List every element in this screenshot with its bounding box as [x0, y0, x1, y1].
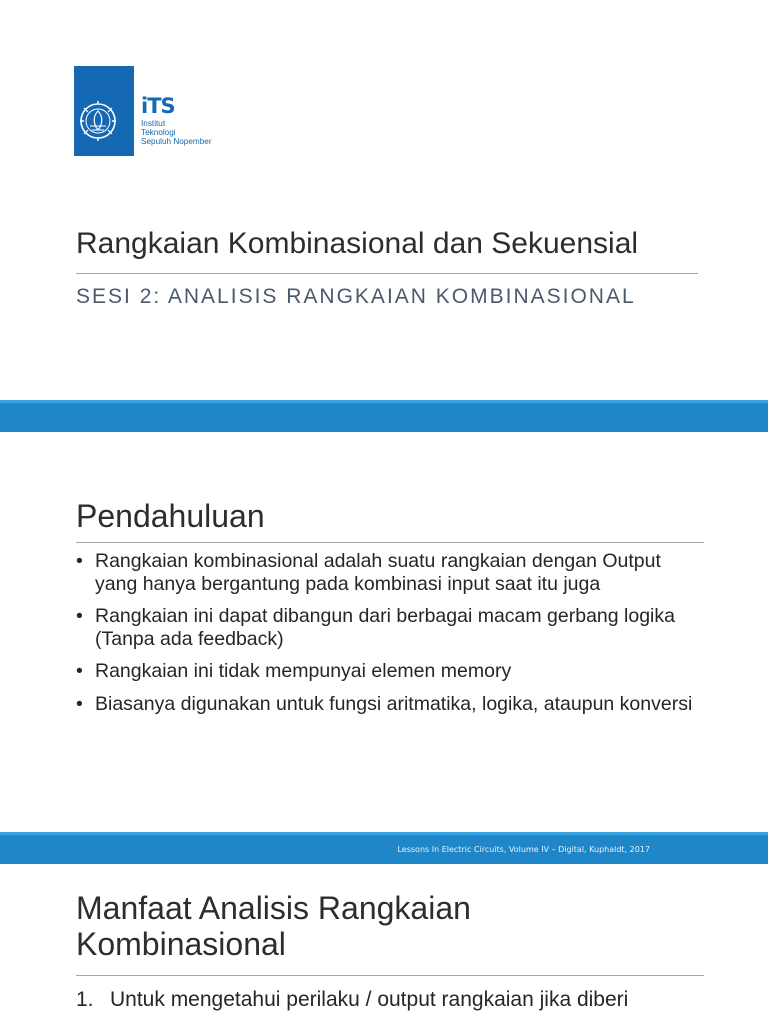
list-item: [76, 660, 696, 683]
list-item: [76, 987, 716, 1012]
its-logo: [74, 66, 224, 156]
slide-subtitle: SESI 2: ANALISIS RANGKAIAN KOMBINASIONAL: [76, 285, 636, 308]
bullet-icon: •: [76, 660, 83, 682]
benefits-slide: [0, 864, 768, 1024]
title-divider-line: [76, 273, 698, 274]
its-emblem-icon: [74, 66, 134, 156]
logo-line-2: Teknologi: [141, 128, 176, 137]
slide-heading: Pendahuluan: [76, 498, 265, 534]
slide-title: Rangkaian Kombinasional dan Sekuensial: [76, 227, 639, 260]
logo-line-3: Sepuluh Nopember: [141, 137, 212, 146]
item-number: 1.: [76, 988, 94, 1011]
heading-divider-line: [76, 975, 704, 976]
bullet-list: [76, 550, 696, 725]
slide-separator-bar: [0, 400, 768, 432]
list-item: [76, 605, 696, 650]
bullet-text: Biasanya digunakan untuk fungsi aritmatika, logika, ataupun konversi: [95, 692, 693, 715]
list-item: [76, 550, 696, 595]
slide-heading: [76, 890, 716, 962]
bullet-icon: •: [76, 550, 83, 572]
bullet-icon: •: [76, 692, 83, 715]
separator-highlight: [0, 832, 768, 835]
bullet-icon: •: [76, 605, 83, 627]
heading-line-1: Manfaat Analisis Rangkaian: [76, 890, 471, 926]
logo-institution-text: [141, 119, 212, 146]
heading-line-2: Kombinasional: [76, 926, 286, 962]
introduction-slide: [0, 432, 768, 832]
logo-brand-text: iTS: [141, 94, 175, 118]
numbered-list: [76, 987, 716, 1012]
bullet-text: Rangkaian ini dapat dibangun dari berbagai macam gerbang logika (Tanpa ada feedback): [95, 605, 675, 650]
logo-line-1: Institut: [141, 119, 166, 128]
item-text: Untuk mengetahui perilaku / output rangkaian jika diberi: [110, 988, 629, 1011]
title-slide: [0, 0, 768, 400]
separator-highlight: [0, 400, 768, 403]
slide-separator-bar: [0, 832, 768, 864]
bullet-text: Rangkaian kombinasional adalah suatu rangkaian dengan Output yang hanya bergantung pada kombinasi input saat itu juga: [95, 550, 661, 595]
source-citation: Lessons In Electric Circuits, Volume IV – Digital, Kuphaldt, 2017: [397, 845, 650, 854]
bullet-text: Rangkaian ini tidak mempunyai elemen memory: [95, 660, 512, 682]
list-item: [76, 693, 696, 716]
heading-divider-line: [76, 542, 704, 543]
